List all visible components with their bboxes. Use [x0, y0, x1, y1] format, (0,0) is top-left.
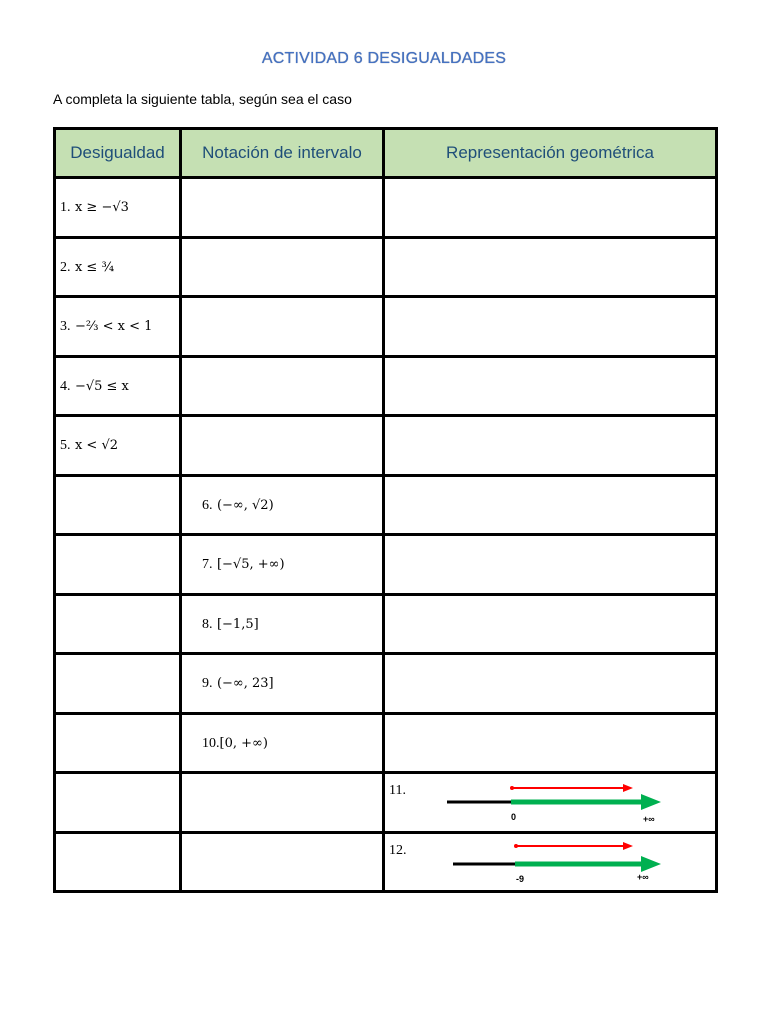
answer-cell-interval[interactable]	[181, 237, 384, 297]
answer-cell-interval[interactable]	[181, 416, 384, 476]
inequality-expression: x ≤ ¾	[74, 259, 115, 275]
answer-cell-interval[interactable]	[181, 178, 384, 238]
interval-cell	[181, 594, 384, 654]
table-row	[55, 773, 717, 833]
start-label: 0	[511, 812, 517, 822]
answer-cell-interval[interactable]	[181, 832, 384, 892]
number-line-graph	[385, 834, 718, 891]
answer-cell-geometric[interactable]	[384, 654, 717, 714]
inequality-expression: −√5 ≤ x	[74, 378, 129, 394]
interval-expression: [0, +∞)	[219, 735, 268, 751]
header-representacion-geometrica: Representación geométrica	[384, 129, 717, 178]
item-number: 3.	[60, 319, 71, 335]
activity-table	[53, 127, 718, 893]
inequality-expression: x < √2	[74, 438, 118, 454]
red-arrowhead	[623, 784, 633, 792]
instruction-text: A completa la siguiente tabla, según sea el caso	[53, 91, 352, 107]
item-number: 11.	[389, 783, 406, 798]
green-arrowhead	[641, 794, 661, 810]
answer-cell-geometric[interactable]	[384, 297, 717, 357]
table-row	[55, 178, 717, 238]
table-row	[55, 237, 717, 297]
item-number: 1.	[60, 200, 71, 216]
answer-cell-inequality[interactable]	[55, 713, 181, 773]
inequality-cell	[55, 416, 181, 476]
interval-expression: [−√5, +∞)	[216, 557, 285, 573]
table-row	[55, 297, 717, 357]
table-row	[55, 356, 717, 416]
answer-cell-inequality[interactable]	[55, 773, 181, 833]
start-point-dot	[514, 844, 518, 848]
item-number: 10.	[202, 735, 220, 751]
table-row	[55, 832, 717, 892]
table-row	[55, 713, 717, 773]
inequality-expression: x ≥ −√3	[74, 200, 129, 216]
item-number: 9.	[202, 676, 213, 692]
answer-cell-inequality[interactable]	[55, 654, 181, 714]
answer-cell-geometric[interactable]	[384, 178, 717, 238]
inequality-expression: −⅔ < x < 1	[74, 319, 153, 335]
table-row	[55, 535, 717, 595]
start-label: -9	[516, 873, 525, 884]
header-desigualdad: Desigualdad	[55, 129, 181, 178]
header-notacion-intervalo: Notación de intervalo	[181, 129, 384, 178]
inequality-cell	[55, 297, 181, 357]
green-arrowhead	[641, 856, 661, 872]
item-number: 12.	[389, 842, 407, 858]
interval-expression: (−∞, 23]	[216, 676, 274, 692]
end-label: +∞	[643, 814, 655, 824]
inequality-cell	[55, 356, 181, 416]
answer-cell-inequality[interactable]	[55, 832, 181, 892]
table-row	[55, 594, 717, 654]
answer-cell-geometric[interactable]	[384, 713, 717, 773]
answer-cell-geometric[interactable]	[384, 475, 717, 535]
header-row	[55, 129, 717, 178]
item-number: 7.	[202, 557, 213, 573]
answer-cell-interval[interactable]	[181, 297, 384, 357]
item-number: 2.	[60, 259, 71, 275]
interval-cell	[181, 535, 384, 595]
item-number: 5.	[60, 438, 71, 454]
end-label: +∞	[637, 871, 649, 882]
table-row	[55, 654, 717, 714]
inequality-cell	[55, 237, 181, 297]
answer-cell-geometric[interactable]	[384, 594, 717, 654]
answer-cell-geometric[interactable]	[384, 535, 717, 595]
answer-cell-geometric[interactable]	[384, 356, 717, 416]
red-arrowhead	[623, 842, 633, 850]
inequality-cell	[55, 178, 181, 238]
answer-cell-inequality[interactable]	[55, 475, 181, 535]
table-row	[55, 475, 717, 535]
page-title: ACTIVIDAD 6 DESIGUALDADES	[261, 50, 507, 67]
number-line-graph	[385, 774, 718, 831]
geometric-cell	[384, 832, 717, 892]
item-number: 6.	[202, 497, 213, 513]
answer-cell-geometric[interactable]	[384, 237, 717, 297]
start-point-dot	[510, 786, 514, 790]
item-number: 8.	[202, 616, 213, 632]
item-number: 4.	[60, 378, 71, 394]
answer-cell-interval[interactable]	[181, 773, 384, 833]
answer-cell-geometric[interactable]	[384, 416, 717, 476]
table-row	[55, 416, 717, 476]
interval-cell	[181, 475, 384, 535]
answer-cell-interval[interactable]	[181, 356, 384, 416]
geometric-cell	[384, 773, 717, 833]
interval-cell	[181, 654, 384, 714]
answer-cell-inequality[interactable]	[55, 535, 181, 595]
answer-cell-inequality[interactable]	[55, 594, 181, 654]
interval-expression: (−∞, √2)	[216, 497, 274, 513]
interval-expression: [−1,5]	[216, 616, 259, 632]
interval-cell	[181, 713, 384, 773]
